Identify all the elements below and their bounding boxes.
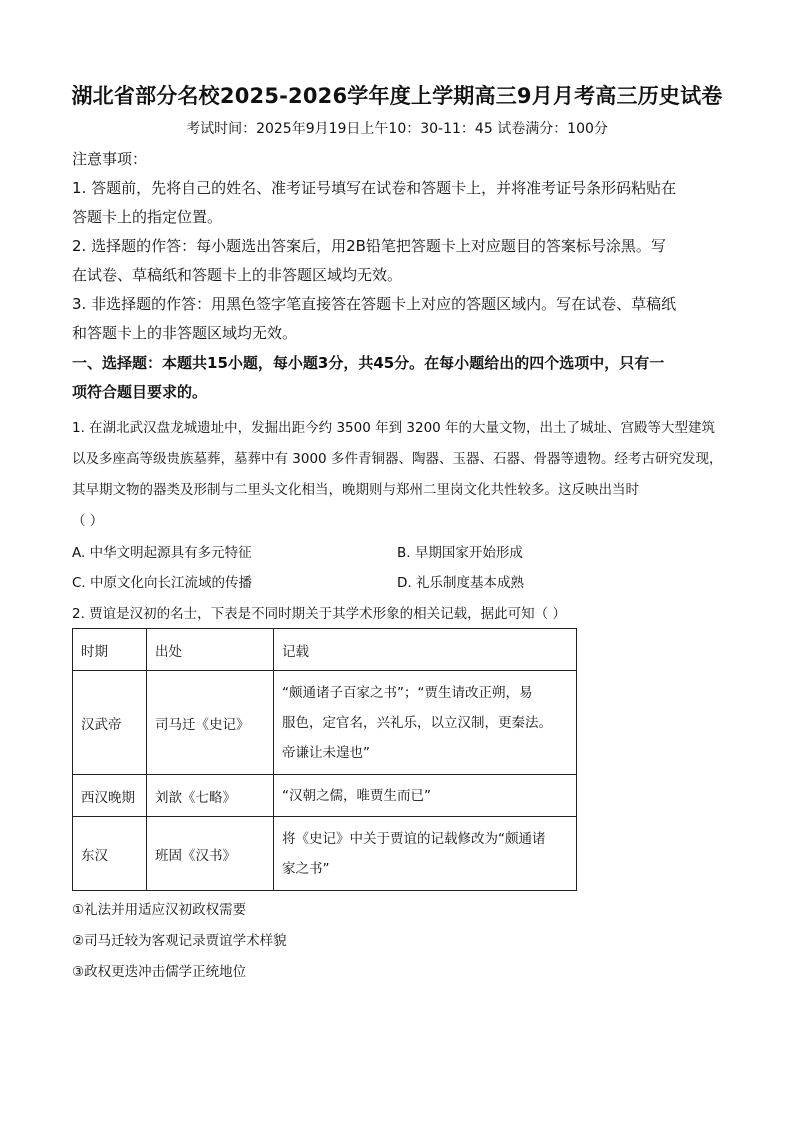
table-header-row bbox=[73, 629, 577, 671]
notice-item-2-line-1: 2. 选择题的作答：每小题选出答案后，用2B铅笔把答题卡上对应题目的答案标号涂黑。写 bbox=[72, 237, 666, 255]
question-1-option-d: D. 礼乐制度基本成熟 bbox=[397, 575, 524, 591]
question-1-option-c: C. 中原文化向长江流域的传播 bbox=[72, 575, 253, 591]
question-1-stem-line-1: 1. 在湖北武汉盘龙城遗址中，发掘出距今约 3500 年到 3200 年的大量文物，出土了城址、宫殿等大型建筑 bbox=[72, 420, 716, 436]
exam-title: 湖北省部分名校2025-2026学年度上学期高三9月月考高三历史试卷 bbox=[71, 84, 723, 108]
table-cell-source: 班固《汉书》 bbox=[147, 817, 274, 891]
table-row bbox=[73, 775, 577, 817]
notice-item-2-line-2: 在试卷、草稿纸和答题卡上的非答题区域均无效。 bbox=[72, 266, 403, 284]
table-cell-source: 刘歆《七略》 bbox=[147, 775, 274, 817]
table-cell-source: 司马迁《史记》 bbox=[147, 671, 274, 775]
table-cell-period: 东汉 bbox=[73, 817, 147, 891]
question-1-stem-line-2: 以及多座高等级贵族墓葬，墓葬中有 3000 多件青铜器、陶器、玉器、石器、骨器等遗物。经考古研究发现， bbox=[72, 451, 723, 467]
record-line: “汉朝之儒，唯贾生而已” bbox=[282, 787, 431, 804]
record-line: 家之书” bbox=[282, 860, 330, 877]
table-cell-period: 汉武帝 bbox=[73, 671, 147, 775]
table-cell-record bbox=[274, 817, 577, 891]
question-2-stem: 2. 贾谊是汉初的名士，下表是不同时期关于其学术形象的相关记载，据此可知（ ） bbox=[72, 606, 566, 622]
record-line: “颇通诸子百家之书”；“贾生请改正朔，易 bbox=[282, 684, 533, 701]
notice-item-1-line-1: 1. 答题前，先将自己的姓名、准考证号填写在试卷和答题卡上，并将准考证号条形码粘贴在 bbox=[72, 179, 677, 197]
table-header-record: 记载 bbox=[274, 629, 577, 671]
table-header-source: 出处 bbox=[147, 629, 274, 671]
table-cell-record bbox=[274, 671, 577, 775]
section-1-heading-line-1: 一、选择题：本题共15小题，每小题3分，共45分。在每小题给出的四个选项中，只有一 bbox=[72, 354, 665, 372]
record-line: 将《史记》中关于贾谊的记载修改为“颇通诸 bbox=[282, 830, 546, 847]
section-1-heading-line-2: 项符合题目要求的。 bbox=[72, 383, 208, 401]
table-row bbox=[73, 817, 577, 891]
question-2-item-2: ②司马迁较为客观记录贾谊学术样貌 bbox=[72, 933, 287, 949]
question-1-option-b: B. 早期国家开始形成 bbox=[397, 545, 523, 561]
exam-time-and-score: 考试时间：2025年9月19日上午10：30-11：45 试卷满分：100分 bbox=[186, 121, 608, 137]
table-header-period: 时期 bbox=[73, 629, 147, 671]
question-2-table bbox=[72, 628, 577, 891]
table-cell-record bbox=[274, 775, 577, 817]
notice-item-1-line-2: 答题卡上的指定位置。 bbox=[72, 208, 223, 226]
notice-heading: 注意事项： bbox=[72, 150, 148, 168]
record-line: 帝谦让未遑也” bbox=[282, 744, 370, 761]
question-2-item-1: ①礼法并用适应汉初政权需要 bbox=[72, 902, 247, 918]
question-1-answer-blank: （ ） bbox=[72, 513, 104, 529]
question-1-stem-line-3: 其早期文物的器类及形制与二里头文化相当，晚期则与郑州二里岗文化共性较多。这反映出当时 bbox=[72, 482, 639, 498]
record-line: 服色，定官名，兴礼乐，以立汉制，更秦法。 bbox=[282, 714, 552, 731]
question-1-option-a: A. 中华文明起源具有多元特征 bbox=[72, 545, 252, 561]
table-row bbox=[73, 671, 577, 775]
notice-item-3-line-1: 3. 非选择题的作答：用黑色签字笔直接答在答题卡上对应的答题区域内。写在试卷、草稿纸 bbox=[72, 295, 677, 313]
table-cell-period: 西汉晚期 bbox=[73, 775, 147, 817]
question-2-item-3: ③政权更迭冲击儒学正统地位 bbox=[72, 964, 247, 980]
notice-item-3-line-2: 和答题卡上的非答题区域均无效。 bbox=[72, 324, 298, 342]
